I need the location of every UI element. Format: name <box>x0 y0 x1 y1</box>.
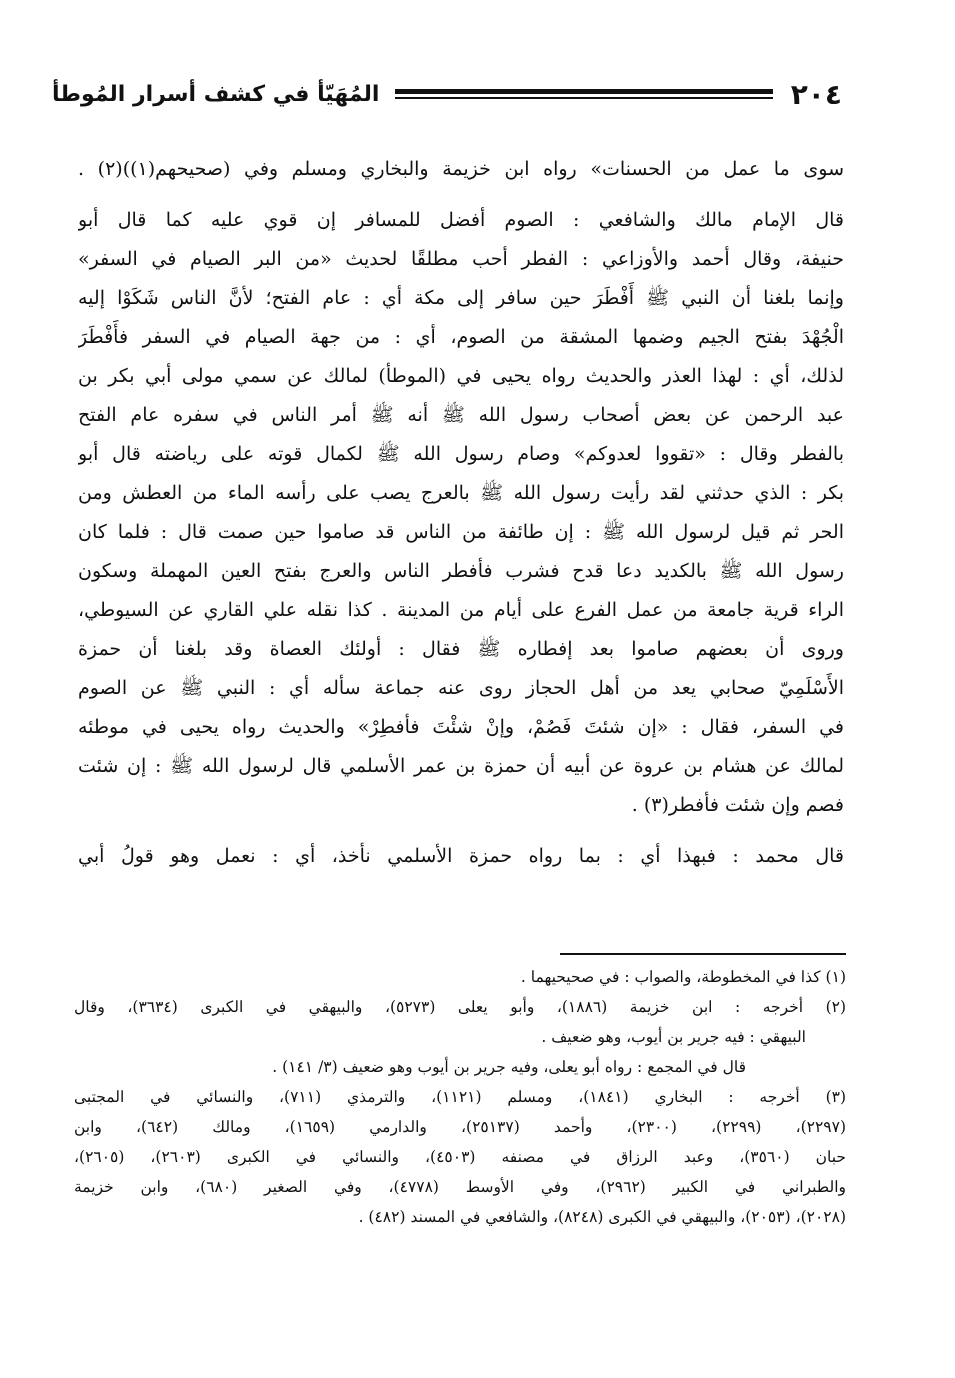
text-line: وإنما بلغنا أن النبي ﷺ أَفْطَرَ حين سافر إلى مكة أي : عام الفتح؛ لأنَّ الناس شَكَوْا إليه <box>78 287 844 309</box>
text-line: قال الإمام مالك والشافعي : الصوم أفضل للمسافر إن قوي عليه كما قال أبو <box>78 209 844 231</box>
text-line: في السفر، فقال : «إن شئتَ فَصُمْ، وإنْ شئْتَ فأفطِرْ» والحديث رواه يحيى في موطئه <box>78 716 844 738</box>
text-line: حنيفة، وقال أحمد والأوزاعي : الفطر أحب مطلقًا لحديث «من البر الصيام في السفر» <box>78 248 844 270</box>
text-line: الحر ثم قيل لرسول الله ﷺ : إن طائفة من الناس قد صاموا حين صمت قال : فلما كان <box>78 521 844 543</box>
text-line: عبد الرحمن عن بعض أصحاب رسول الله ﷺ أنه ﷺ أمر الناس في سفره عام الفتح <box>78 404 844 426</box>
text-line: رسول الله ﷺ بالكديد دعا قدح فشرب فأفطر الناس والعرج بفتح العين المهملة وسكون <box>78 560 844 582</box>
text-line: قال محمد : فبهذا أي : بما رواه حمزة الأسلمي نأخذ، أي : نعمل وهو قولُ أبي <box>78 845 844 867</box>
text-line: لمالك عن هشام بن عروة عن أبيه أن حمزة بن عمر الأسلمي قال لرسول الله ﷺ : إن شئت <box>78 755 844 777</box>
page-header <box>52 74 842 114</box>
footnote-line: حبان (٣٥٦٠)، وعبد الرزاق في مصنفه (٤٥٠٣)، والنسائي في الكبرى (٢٦٠٣)، (٢٦٠٥)، <box>74 1148 846 1166</box>
footnote-line: (٢) أخرجه : ابن خزيمة (١٨٨٦)، وأبو يعلى (٥٢٧٣)، والبيهقي في الكبرى (٣٦٣٤)، وقال <box>74 998 846 1016</box>
text-line: بالفطر وقال : «تقووا لعدوكم» وصام رسول الله ﷺ لكمال قوته على رياضته قال أبو <box>78 443 844 465</box>
main-text <box>78 150 844 876</box>
text-line: الأَسْلَمِيّ صحابي يعد من أهل الحجاز روى عنه جماعة سأله أي : النبي ﷺ عن الصوم <box>78 677 844 699</box>
footnote-line: (٣) أخرجه : البخاري (١٨٤١)، ومسلم (١١٢١)، والترمذي (٧١١)، والنسائي في المجتبى <box>74 1088 846 1106</box>
footnote-line: (٢٠٢٨)، (٢٠٥٣)، والبيهقي في الكبرى (٨٢٤٨)، والشافعي في المسند (٤٨٢) . <box>358 1208 846 1226</box>
footnote-separator <box>560 953 846 955</box>
header-rule <box>395 89 772 99</box>
footnote-line: قال في المجمع : رواه أبو يعلى، وفيه جرير بن أيوب وهو ضعيف (٣/ ١٤١) . <box>272 1058 746 1076</box>
text-line: بكر : الذي حدثني لقد رأيت رسول الله ﷺ بالعرج يصب على رأسه الماء من العطش ومن <box>78 482 844 504</box>
footnotes <box>74 962 846 1232</box>
footnote-line: البيهقي : فيه جرير بن أيوب، وهو ضعيف . <box>541 1028 806 1046</box>
footnote-line: (٢٢٩٧)، (٢٢٩٩)، (٢٣٠٠)، وأحمد (٢٥١٣٧)، والدارمي (١٦٥٩)، ومالك (٦٤٢)، وابن <box>74 1118 846 1136</box>
text-line: لذلك، أي : لهذا العذر والحديث رواه يحيى في (الموطأ) لمالك عن سمي مولى أبي بكر بن <box>78 365 844 387</box>
text-line: الراء قرية جامعة من عمل الفرع على أيام من المدينة . كذا نقله علي القاري عن السيوطي، <box>78 599 844 621</box>
page-number: ٢٠٤ <box>790 77 842 111</box>
book-title: المُهَيّأ في كشف أسرار المُوطأ <box>52 81 380 107</box>
footnote-line: (١) كذا في المخطوطة، والصواب : في صحيحيهما . <box>520 968 846 986</box>
footnote-line: والطبراني في الكبير (٢٩٦٢)، وفي الأوسط (٤٧٧٨)، وفي الصغير (٦٨٠)، وابن خزيمة <box>74 1178 846 1196</box>
text-line: الْجُهْدَ بفتح الجيم وضمها المشقة من الصوم، أي : من جهة الصيام في السفر فأَفْطَرَ <box>78 326 844 348</box>
text-line: فصم وإن شئت فأفطر(٣) . <box>631 794 844 816</box>
text-line: وروى أن بعضهم صاموا بعد إفطاره ﷺ فقال : أولئك العصاة وقد بلغنا أن حمزة <box>78 638 844 660</box>
text-line: سوى ما عمل من الحسنات» رواه ابن خزيمة والبخاري ومسلم وفي (صحيحهم(١))(٢) . <box>78 158 844 180</box>
